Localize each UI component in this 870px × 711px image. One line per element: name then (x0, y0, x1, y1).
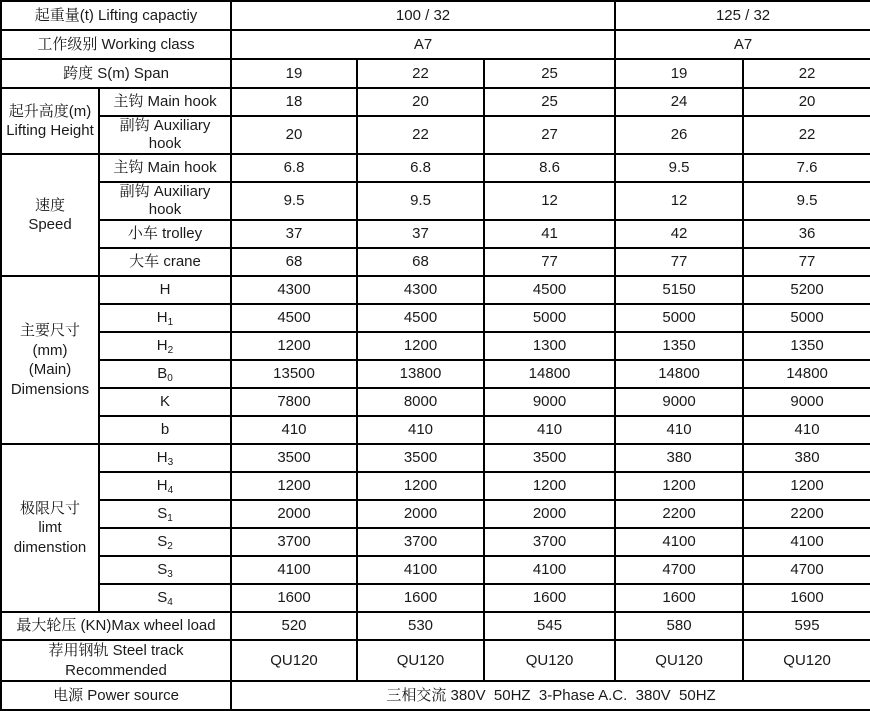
value-cell: 37 (357, 220, 484, 248)
group-label-line: 主要尺寸 (19, 322, 80, 339)
group-label-line: limt (38, 519, 62, 537)
value-cell: 1300 (484, 332, 615, 360)
value-cell: 1600 (357, 584, 484, 612)
row-limit-H4 (1, 472, 870, 500)
value-cell: 68 (231, 248, 357, 276)
row-limit-S3 (1, 556, 870, 584)
dimension-symbol: $S_4$ (99, 584, 231, 612)
capacity-value-group1: 100 / 32 (231, 1, 615, 30)
value-cell: 5150 (615, 276, 743, 304)
row-speed-trolley (1, 220, 870, 248)
value-cell: 22 (357, 59, 484, 88)
dimension-symbol: $B_0$ (99, 360, 231, 388)
value-cell: 26 (615, 116, 743, 154)
row-lifting-height-main (1, 88, 870, 116)
value-cell: 410 (231, 416, 357, 444)
row-speed-crane (1, 248, 870, 276)
value-cell: 12 (615, 182, 743, 220)
row-dim-B0 (1, 360, 870, 388)
value-cell: 4700 (743, 556, 870, 584)
group-label-line: Lifting Height (6, 122, 94, 139)
value-cell: 20 (743, 88, 870, 116)
value-cell: 3500 (357, 444, 484, 472)
value-cell: 4100 (484, 556, 615, 584)
row-label-span: 跨度 S(m) Span (1, 59, 231, 88)
value-cell: 18 (231, 88, 357, 116)
value-cell: 4700 (615, 556, 743, 584)
value-cell: 36 (743, 220, 870, 248)
value-cell: 2200 (743, 500, 870, 528)
row-dim-H (1, 276, 870, 304)
sub-label-main-hook: 主钩 Main hook (99, 154, 231, 182)
value-cell: 380 (743, 444, 870, 472)
value-cell: 22 (743, 59, 870, 88)
dimension-symbol: $S_1$ (99, 500, 231, 528)
value-cell: 14800 (484, 360, 615, 388)
value-cell: 77 (743, 248, 870, 276)
value-cell: 2000 (484, 500, 615, 528)
row-limit-H3 (1, 444, 870, 472)
dimension-symbol: b (99, 416, 231, 444)
value-cell: 77 (484, 248, 615, 276)
value-cell: 4100 (615, 528, 743, 556)
value-cell: 4100 (743, 528, 870, 556)
group-label-limit-dimensions (1, 444, 99, 612)
value-cell: 1200 (231, 472, 357, 500)
group-label-line: Speed (28, 216, 72, 233)
row-speed-aux-hook (1, 182, 870, 220)
dimension-symbol: $H_3$ (99, 444, 231, 472)
value-cell: 9000 (743, 388, 870, 416)
value-cell: QU120 (484, 640, 615, 681)
value-cell: 8000 (357, 388, 484, 416)
value-cell: 2000 (231, 500, 357, 528)
value-cell: 8.6 (484, 154, 615, 182)
value-cell: 24 (615, 88, 743, 116)
row-power-source (1, 681, 870, 710)
dimension-symbol: H (99, 276, 231, 304)
value-cell: 520 (231, 612, 357, 640)
value-cell: QU120 (231, 640, 357, 681)
value-cell: 1200 (231, 332, 357, 360)
value-cell: 5000 (743, 304, 870, 332)
value-cell: 41 (484, 220, 615, 248)
value-cell: 1600 (743, 584, 870, 612)
value-cell: 14800 (743, 360, 870, 388)
value-cell: 1350 (615, 332, 743, 360)
group-label-line: 极限尺寸 (19, 499, 80, 517)
value-cell: 1600 (484, 584, 615, 612)
dimension-symbol: K (99, 388, 231, 416)
row-dim-b (1, 416, 870, 444)
value-cell: 4300 (357, 276, 484, 304)
value-cell: 1350 (743, 332, 870, 360)
row-label-working-class: 工作级别 Working class (1, 30, 231, 59)
value-cell: 5200 (743, 276, 870, 304)
value-cell: 22 (743, 116, 870, 154)
group-label-lifting-height (1, 88, 99, 154)
value-cell: 580 (615, 612, 743, 640)
value-cell: 1200 (615, 472, 743, 500)
value-cell: 19 (231, 59, 357, 88)
group-label-speed (1, 154, 99, 276)
value-cell: 9.5 (231, 182, 357, 220)
value-cell: 9.5 (357, 182, 484, 220)
value-cell: 1600 (615, 584, 743, 612)
working-class-value-group2: A7 (615, 30, 870, 59)
capacity-value-group2: 125 / 32 (615, 1, 870, 30)
value-cell: 410 (484, 416, 615, 444)
value-cell: 4100 (357, 556, 484, 584)
dimension-symbol: $H_4$ (99, 472, 231, 500)
row-limit-S4 (1, 584, 870, 612)
value-cell: 4500 (357, 304, 484, 332)
dimension-symbol: $S_3$ (99, 556, 231, 584)
value-cell: 545 (484, 612, 615, 640)
value-cell: 4500 (484, 276, 615, 304)
row-dim-K (1, 388, 870, 416)
value-cell: 595 (743, 612, 870, 640)
group-label-line: Dimensions (10, 380, 90, 398)
value-cell: 27 (484, 116, 615, 154)
value-cell: 3500 (231, 444, 357, 472)
value-cell: 19 (615, 59, 743, 88)
row-dim-H2 (1, 332, 870, 360)
value-cell: 20 (357, 88, 484, 116)
value-cell: 410 (615, 416, 743, 444)
row-max-wheel-load (1, 612, 870, 640)
value-cell: QU120 (615, 640, 743, 681)
value-cell: 9.5 (743, 182, 870, 220)
group-label-line: (Main) (28, 361, 72, 378)
row-label-max-wheel-load: 最大轮压 (KN)Max wheel load (1, 612, 231, 640)
value-cell: 1600 (231, 584, 357, 612)
value-cell: 1200 (743, 472, 870, 500)
value-cell: 6.8 (357, 154, 484, 182)
group-label-line: dimenstion (13, 538, 87, 556)
group-label-line: (mm) (32, 341, 68, 359)
value-cell: 68 (357, 248, 484, 276)
value-cell: 410 (743, 416, 870, 444)
value-cell: 1200 (484, 472, 615, 500)
value-cell: 4500 (231, 304, 357, 332)
row-limit-S1 (1, 500, 870, 528)
value-cell: 6.8 (231, 154, 357, 182)
row-steel-track (1, 640, 870, 681)
group-label-line: 速度 (34, 196, 65, 214)
value-cell: 3700 (484, 528, 615, 556)
dimension-symbol: $H_2$ (99, 332, 231, 360)
value-cell: 25 (484, 88, 615, 116)
value-cell: 2000 (357, 500, 484, 528)
value-cell: 20 (231, 116, 357, 154)
dimension-symbol: $S_2$ (99, 528, 231, 556)
value-cell: 37 (231, 220, 357, 248)
value-cell: 9.5 (615, 154, 743, 182)
value-cell: 22 (357, 116, 484, 154)
value-cell: QU120 (743, 640, 870, 681)
value-cell: 3700 (357, 528, 484, 556)
value-cell: 25 (484, 59, 615, 88)
power-source-value: 三相交流 380V 50HZ 3-Phase A.C. 380V 50HZ (231, 681, 870, 710)
value-cell: 1200 (357, 332, 484, 360)
value-cell: 13500 (231, 360, 357, 388)
row-lifting-height-aux (1, 116, 870, 154)
value-cell: 7800 (231, 388, 357, 416)
row-limit-S2 (1, 528, 870, 556)
dimension-symbol: $H_1$ (99, 304, 231, 332)
value-cell: 14800 (615, 360, 743, 388)
value-cell: 5000 (484, 304, 615, 332)
value-cell: 7.6 (743, 154, 870, 182)
value-cell: 13800 (357, 360, 484, 388)
value-cell: 4100 (231, 556, 357, 584)
row-speed-main-hook (1, 154, 870, 182)
value-cell: 3700 (231, 528, 357, 556)
working-class-value-group1: A7 (231, 30, 615, 59)
value-cell: 77 (615, 248, 743, 276)
value-cell: 1200 (357, 472, 484, 500)
row-label-line: 荐用钢轨 Steel track (48, 642, 184, 659)
value-cell: 9000 (484, 388, 615, 416)
row-lifting-capacity (1, 1, 870, 30)
group-label-line: 起升高度(m) (8, 102, 92, 120)
value-cell: QU120 (357, 640, 484, 681)
value-cell: 5000 (615, 304, 743, 332)
value-cell: 9000 (615, 388, 743, 416)
sub-label-auxiliary-hook: 副钩 Auxiliary hook (99, 182, 231, 220)
sub-label-crane: 大车 crane (99, 248, 231, 276)
value-cell: 4300 (231, 276, 357, 304)
value-cell: 530 (357, 612, 484, 640)
value-cell: 12 (484, 182, 615, 220)
sub-label-main-hook: 主钩 Main hook (99, 88, 231, 116)
row-label-line: Recommended (65, 661, 167, 679)
row-label-lifting-capacity: 起重量(t) Lifting capactiy (1, 1, 231, 30)
value-cell: 2200 (615, 500, 743, 528)
value-cell: 380 (615, 444, 743, 472)
group-label-main-dimensions (1, 276, 99, 444)
value-cell: 410 (357, 416, 484, 444)
sub-label-auxiliary-hook: 副钩 Auxiliary hook (99, 116, 231, 154)
row-working-class (1, 30, 870, 59)
value-cell: 42 (615, 220, 743, 248)
sub-label-trolley: 小车 trolley (99, 220, 231, 248)
row-dim-H1 (1, 304, 870, 332)
value-cell: 3500 (484, 444, 615, 472)
row-span (1, 59, 870, 88)
row-label-steel-track (1, 640, 231, 681)
row-label-power-source: 电源 Power source (1, 681, 231, 710)
